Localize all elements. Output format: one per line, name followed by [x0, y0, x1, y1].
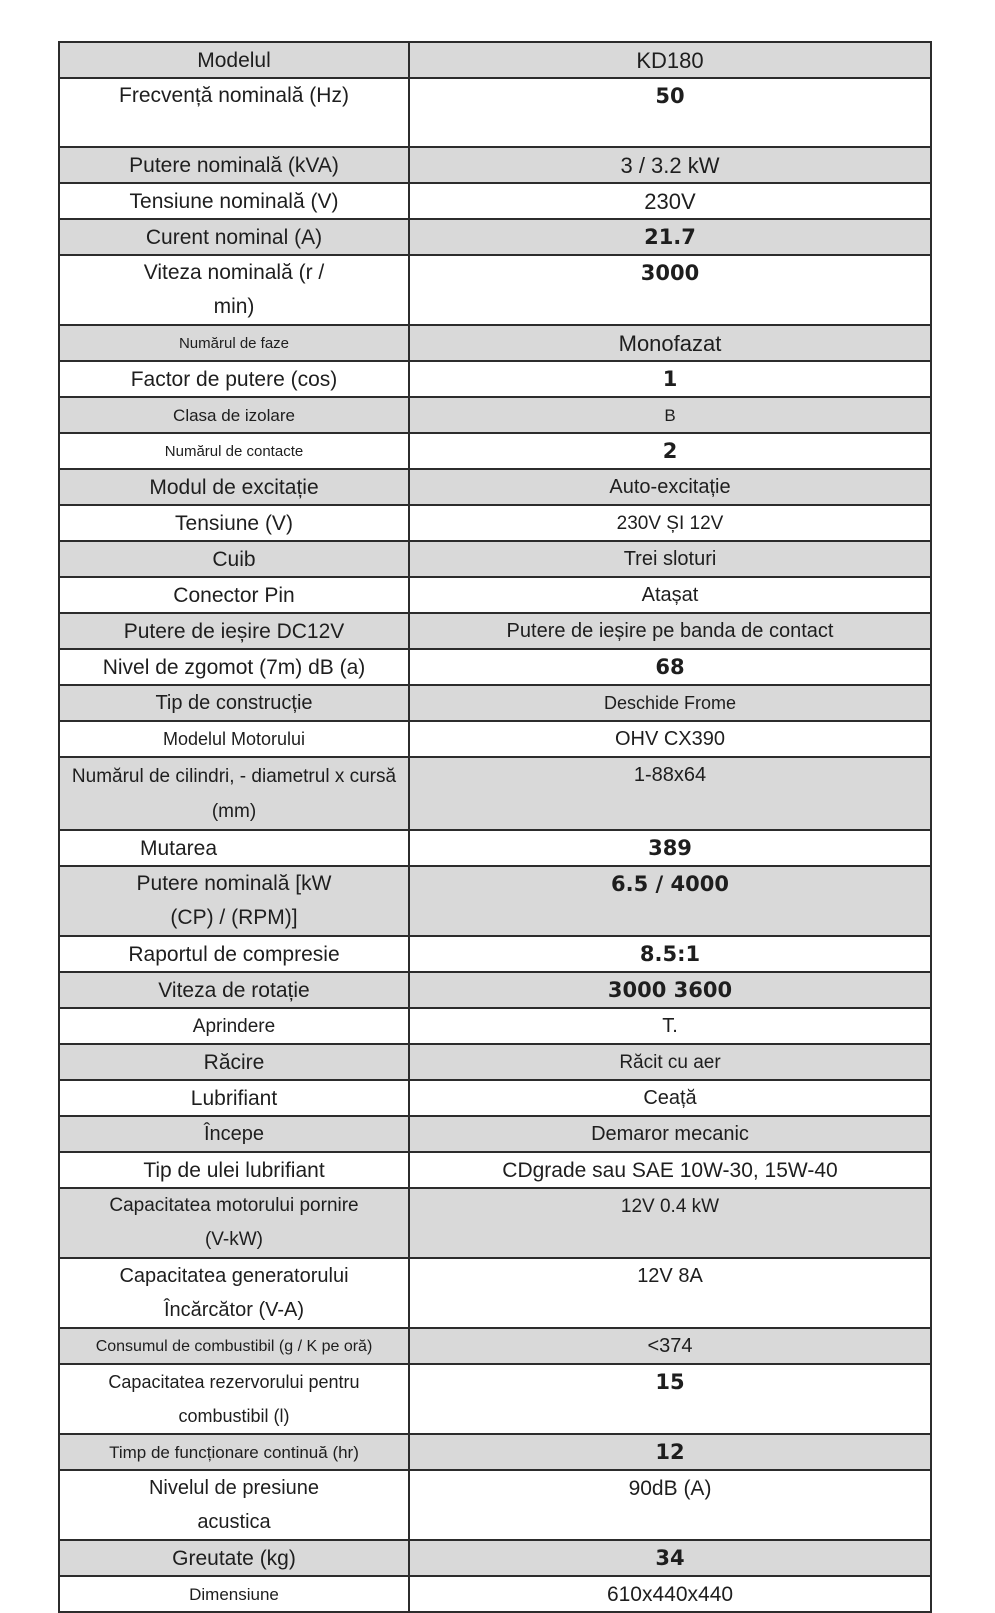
- row-label: Clasa de izolare: [59, 397, 409, 433]
- table-row: [59, 1434, 931, 1470]
- row-label: Viteza nominală (r / min): [59, 255, 409, 325]
- row-label: Tip de construcție: [59, 685, 409, 721]
- row-value: 389: [409, 830, 931, 866]
- table-row: [59, 505, 931, 541]
- row-value: <374: [409, 1328, 931, 1364]
- table-row: [59, 433, 931, 469]
- row-label: Dimensiune: [59, 1576, 409, 1612]
- table-row: [59, 397, 931, 433]
- table-row: [59, 1258, 931, 1328]
- row-label: Lubrifiant: [59, 1080, 409, 1116]
- row-value: CDgrade sau SAE 10W-30, 15W-40: [409, 1152, 931, 1188]
- row-value: 68: [409, 649, 931, 685]
- row-label: Curent nominal (A): [59, 219, 409, 255]
- row-value: Putere de ieșire pe banda de contact: [409, 613, 931, 649]
- row-label: Numărul de contacte: [59, 433, 409, 469]
- row-value: Ceață: [409, 1080, 931, 1116]
- row-value: 610x440x440: [409, 1576, 931, 1612]
- row-label: Tensiune (V): [59, 505, 409, 541]
- row-label: Nivel de zgomot (7m) dB (a): [59, 649, 409, 685]
- table-row: [59, 936, 931, 972]
- row-value: 3000: [409, 255, 931, 325]
- table-row: [59, 469, 931, 505]
- row-value: Auto-excitație: [409, 469, 931, 505]
- table-row: [59, 361, 931, 397]
- table-row: [59, 1328, 931, 1364]
- row-value: 3000 3600: [409, 972, 931, 1008]
- row-value: B: [409, 397, 931, 433]
- table-row: [59, 1470, 931, 1540]
- table-row: [59, 1540, 931, 1576]
- row-label: Putere de ieșire DC12V: [59, 613, 409, 649]
- row-label: Greutate (kg): [59, 1540, 409, 1576]
- table-row: [59, 78, 931, 147]
- table-row: [59, 1080, 931, 1116]
- row-value: 15: [409, 1364, 931, 1434]
- table-row: [59, 147, 931, 183]
- row-value: Trei sloturi: [409, 541, 931, 577]
- row-value: T.: [409, 1008, 931, 1044]
- row-label: Capacitatea generatorului Încărcător (V-A): [59, 1258, 409, 1328]
- row-label: Factor de putere (cos): [59, 361, 409, 397]
- row-value: 6.5 / 4000: [409, 866, 931, 936]
- row-label: Tip de ulei lubrifiant: [59, 1152, 409, 1188]
- row-value: 12V 8A: [409, 1258, 931, 1328]
- row-label: Putere nominală (kVA): [59, 147, 409, 183]
- table-row: [59, 255, 931, 325]
- row-label: Raportul de compresie: [59, 936, 409, 972]
- row-value: Atașat: [409, 577, 931, 613]
- table-row: [59, 685, 931, 721]
- row-label: Putere nominală [kW (CP) / (RPM)]: [59, 866, 409, 936]
- row-label: Viteza de rotație: [59, 972, 409, 1008]
- table-row: [59, 42, 931, 78]
- row-label: Numărul de faze: [59, 325, 409, 361]
- row-label: Aprindere: [59, 1008, 409, 1044]
- row-value: 230V ȘI 12V: [409, 505, 931, 541]
- row-value: 21.7: [409, 219, 931, 255]
- row-value: 230V: [409, 183, 931, 219]
- table-row: [59, 325, 931, 361]
- table-row: [59, 183, 931, 219]
- table-row: [59, 1576, 931, 1612]
- table-row: [59, 1364, 931, 1434]
- row-value: 1: [409, 361, 931, 397]
- table-row: [59, 721, 931, 757]
- row-label: Începe: [59, 1116, 409, 1152]
- row-value: 90dB (A): [409, 1470, 931, 1540]
- row-value: 1-88x64: [409, 757, 931, 830]
- table-row: [59, 757, 931, 830]
- table-row: [59, 541, 931, 577]
- table-row: [59, 1116, 931, 1152]
- row-value: 8.5:1: [409, 936, 931, 972]
- row-label: Cuib: [59, 541, 409, 577]
- row-value: Răcit cu aer: [409, 1044, 931, 1080]
- table-row: [59, 613, 931, 649]
- table-row: [59, 972, 931, 1008]
- table-row: [59, 219, 931, 255]
- row-value: 2: [409, 433, 931, 469]
- row-value: 34: [409, 1540, 931, 1576]
- row-value: 50: [409, 78, 931, 147]
- row-label: Capacitatea rezervorului pentru combustibil (l): [59, 1364, 409, 1434]
- row-label: Tensiune nominală (V): [59, 183, 409, 219]
- row-value: OHV CX390: [409, 721, 931, 757]
- row-label: Capacitatea motorului pornire (V-kW): [59, 1188, 409, 1258]
- row-value: Monofazat: [409, 325, 931, 361]
- spec-table: [58, 41, 932, 1613]
- row-label: Răcire: [59, 1044, 409, 1080]
- table-row: [59, 866, 931, 936]
- row-value: KD180: [409, 42, 931, 78]
- row-value: Deschide Frome: [409, 685, 931, 721]
- table-row: [59, 830, 931, 866]
- row-label: Conector Pin: [59, 577, 409, 613]
- row-value: 3 / 3.2 kW: [409, 147, 931, 183]
- row-label: Numărul de cilindri, - diametrul x cursă (mm): [59, 757, 409, 830]
- table-row: [59, 1008, 931, 1044]
- row-label: Timp de funcționare continuă (hr): [59, 1434, 409, 1470]
- row-label: Modelul Motorului: [59, 721, 409, 757]
- row-label: Consumul de combustibil (g / K pe oră): [59, 1328, 409, 1364]
- row-label: Mutarea: [59, 830, 409, 866]
- row-value: 12: [409, 1434, 931, 1470]
- row-value: Demaror mecanic: [409, 1116, 931, 1152]
- table-row: [59, 1152, 931, 1188]
- row-label: Nivelul de presiune acustica: [59, 1470, 409, 1540]
- row-value: 12V 0.4 kW: [409, 1188, 931, 1258]
- row-label: Modelul: [59, 42, 409, 78]
- row-label: Frecvență nominală (Hz): [59, 78, 409, 147]
- table-row: [59, 649, 931, 685]
- table-row: [59, 1188, 931, 1258]
- table-row: [59, 1044, 931, 1080]
- row-label: Modul de excitație: [59, 469, 409, 505]
- table-row: [59, 577, 931, 613]
